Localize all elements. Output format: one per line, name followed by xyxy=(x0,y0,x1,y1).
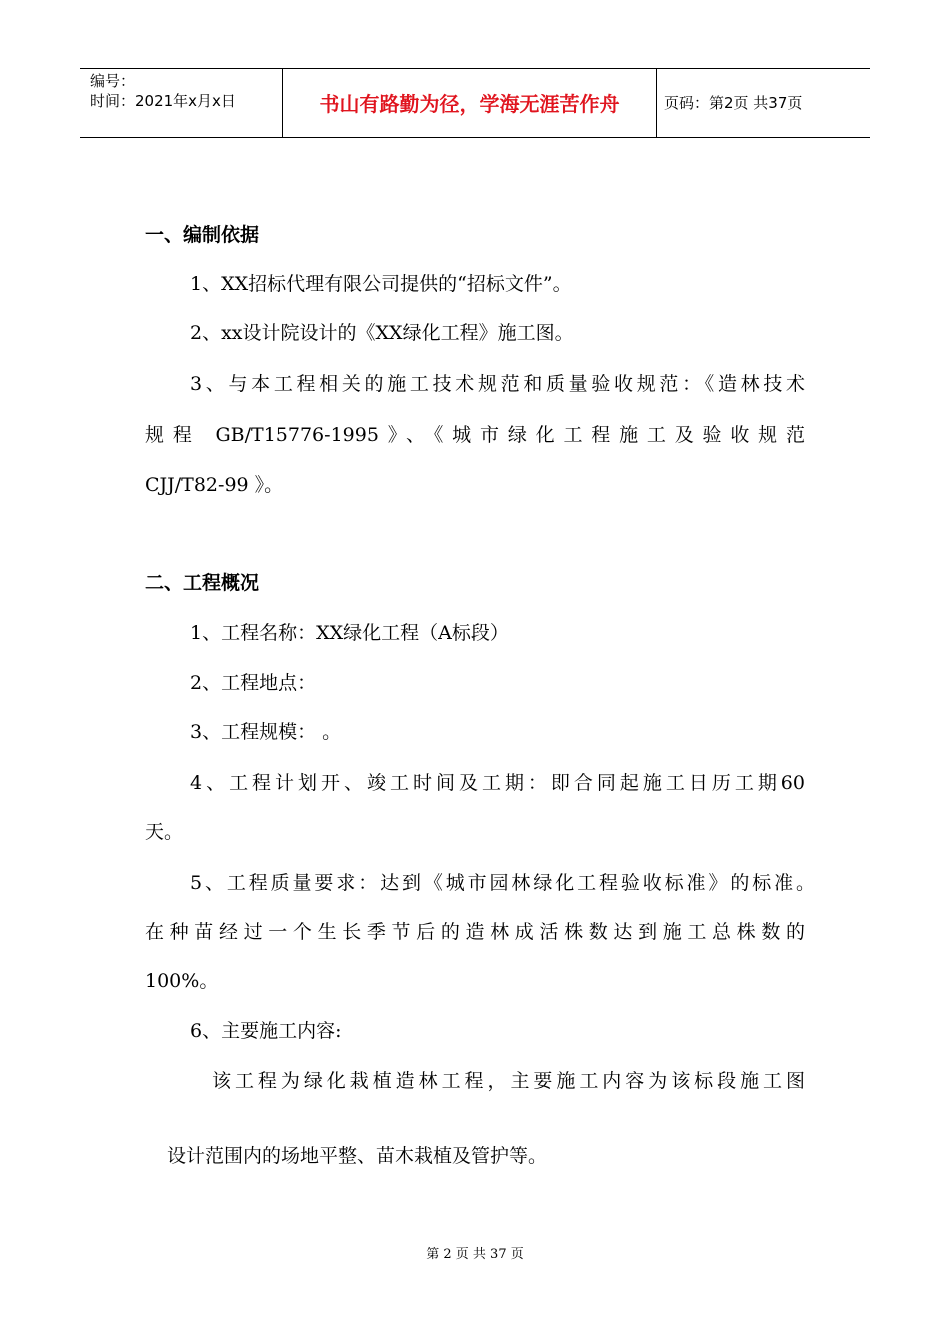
overview-item-3: 3、工程规模： 。 xyxy=(190,721,342,743)
basis-item-3-line-2: 规程 GB/T15776-1995》、《城市绿化工程施工及验收规范 xyxy=(145,424,805,446)
section-title-overview: 二、工程概况 xyxy=(145,572,260,594)
scope-paragraph-line-1: 该工程为绿化栽植造林工程，主要施工内容为该标段施工图 xyxy=(212,1070,805,1092)
header-motto-cell xyxy=(282,69,657,137)
page-footer: 第 2 页 共 37 页 xyxy=(426,1247,524,1262)
overview-item-4-line-1: 4、工程计划开、竣工时间及工期：即合同起施工日历工期60 xyxy=(190,772,805,794)
overview-item-5-line-2: 在种苗经过一个生长季节后的造林成活株数达到施工总株数的 xyxy=(145,921,805,943)
header-page-info: 页码：第2页 共37页 xyxy=(664,94,803,112)
header-page-cell xyxy=(656,69,870,137)
header-motto: 书山有路勤为径，学海无涯苦作舟 xyxy=(319,92,620,116)
doc-number-label: 编号： xyxy=(90,72,136,90)
basis-item-3-line-3: CJJ/T82-99 》。 xyxy=(145,474,284,496)
overview-item-6: 6、主要施工内容: xyxy=(190,1020,342,1042)
basis-item-2: 2、xx设计院设计的《XX绿化工程》施工图。 xyxy=(190,322,574,344)
overview-item-1: 1、工程名称：XX绿化工程（A标段） xyxy=(190,622,509,644)
header-meta-cell xyxy=(80,69,282,137)
page-header xyxy=(80,68,870,138)
scope-paragraph-line-2: 设计范围内的场地平整、苗木栽植及管护等。 xyxy=(167,1145,548,1167)
overview-item-5-line-3: 100%。 xyxy=(145,970,219,992)
section-title-basis: 一、编制依据 xyxy=(145,224,260,246)
overview-item-4-line-2: 天。 xyxy=(145,821,184,843)
overview-item-2: 2、工程地点： xyxy=(190,672,317,694)
overview-item-5-line-1: 5、工程质量要求：达到《城市园林绿化工程验收标准》的标准。 xyxy=(190,872,815,894)
doc-time-label: 时间：2021年x月x日 xyxy=(90,92,236,110)
basis-item-3-line-1: 3、与本工程相关的施工技术规范和质量验收规范：《造林技术 xyxy=(190,373,805,395)
basis-item-1: 1、XX招标代理有限公司提供的“招标文件”。 xyxy=(190,273,572,295)
